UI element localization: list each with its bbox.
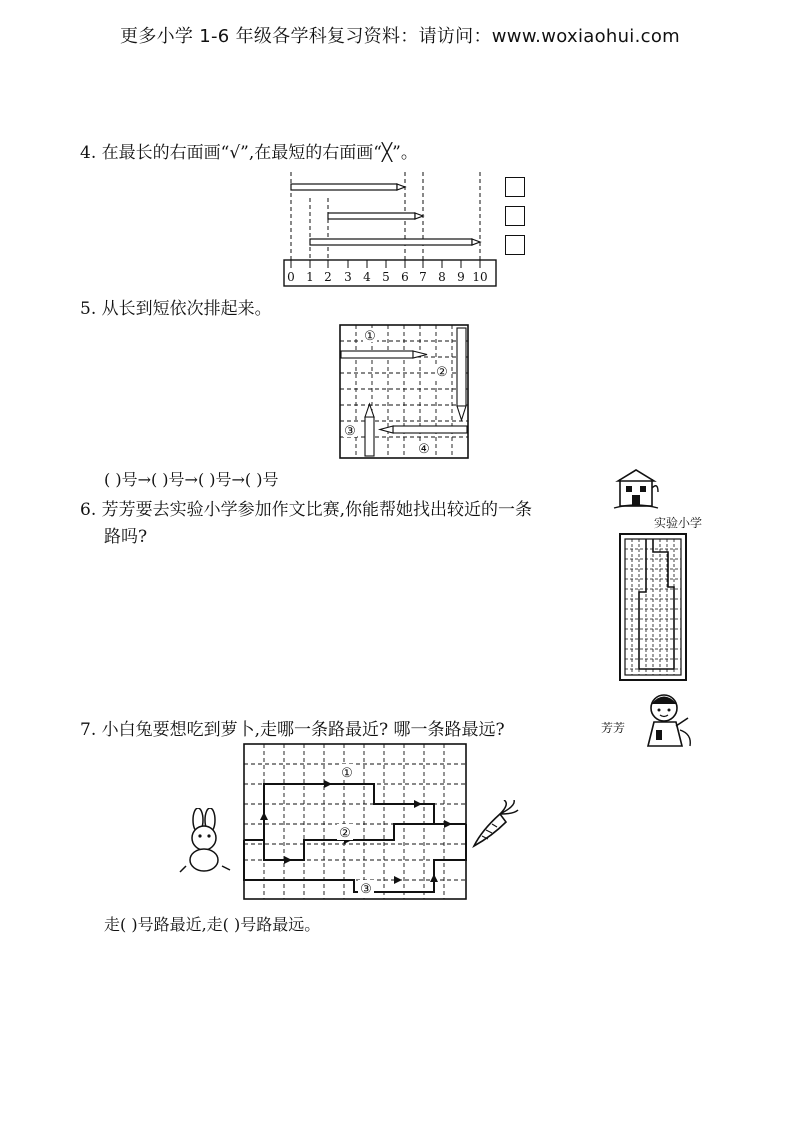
rabbit-icon [178,808,236,874]
ruler-tick-label: 5 [382,270,390,284]
question-4-text: 4. 在最长的右面画“√”,在最短的右面画“╳”。 [80,143,418,163]
ruler-tick-label: 7 [419,270,427,284]
pencil-label-2: ② [436,365,448,380]
ruler-tick-label: 4 [363,270,371,284]
pencil-label-4: ④ [418,442,430,457]
pencil-label-3: ③ [344,424,356,439]
ruler-tick-label: 10 [472,270,488,284]
q7-path-grid [238,742,470,902]
q7-answer-blanks[interactable]: 走( )号路最近,走( )号路最远。 [104,915,321,934]
ruler-tick-label: 2 [324,270,332,284]
question-5-text: 5. 从长到短依次排起来。 [80,299,272,319]
girl-icon [636,690,698,750]
ruler-tick-label: 6 [401,270,409,284]
answer-box-1[interactable] [505,177,525,197]
route-label-3: ③ [360,882,372,897]
ruler-tick-label: 8 [438,270,446,284]
school-building-icon [612,468,660,512]
route-label-2: ② [339,826,351,841]
ruler-tick-label: 9 [457,270,465,284]
answer-box-2[interactable] [505,206,525,226]
q5-answer-blanks[interactable]: ( )号→( )号→( )号→( )号 [104,470,279,489]
carrot-icon [470,800,520,850]
q4-ruler-figure [280,168,510,290]
answer-box-3[interactable] [505,235,525,255]
question-7-text: 7. 小白兔要想吃到萝卜,走哪一条路最近? 哪一条路最远? [80,720,505,740]
pencil-icon [365,404,374,456]
pencil-label-1: ① [364,329,376,344]
ruler-tick-label: 1 [306,270,314,284]
ruler-tick-label: 0 [287,270,295,284]
pencil-icon [291,184,405,190]
girl-label: 芳芳 [601,721,626,735]
q6-map-grid [618,532,690,684]
school-label: 实验小学 [654,516,703,530]
question-6-line-1: 6. 芳芳要去实验小学参加作文比赛,你能帮她找出较近的一条 [80,500,533,520]
route-label-1: ① [341,766,353,781]
question-6-line-2: 路吗? [104,527,148,547]
page-header: 更多小学 1-6 年级各学科复习资料：请访问：www.woxiaohui.com [120,26,680,47]
pencil-icon [310,239,480,245]
pencil-icon [328,213,423,219]
pencil-icon [457,328,466,420]
pencil-icon [341,351,427,358]
ruler-tick-label: 3 [344,270,352,284]
pencil-icon [380,426,467,433]
q5-grid-figure [335,322,475,460]
